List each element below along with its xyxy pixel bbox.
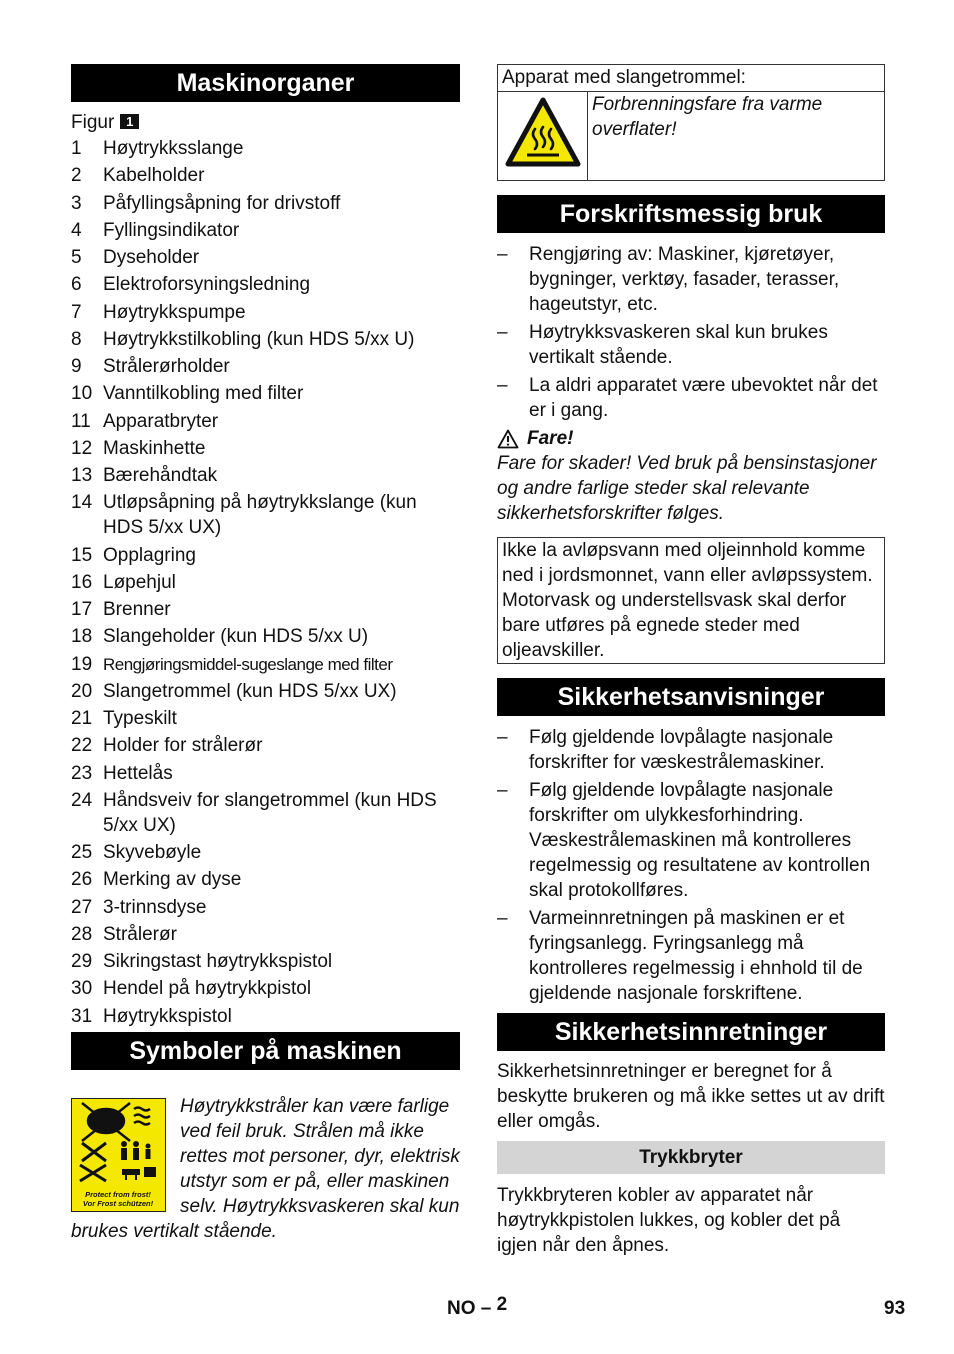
- footer-separator: –: [480, 1298, 492, 1319]
- part-name: Påfyllingsåpning for drivstoff: [103, 192, 341, 214]
- intended-use-item-text: Rengjøring av: Maskiner, kjøretøyer, bygninger, verktøy, fasader, terasser, hageutstyr, etc.: [529, 244, 840, 315]
- part-name: Høytrykkstilkobling (kun HDS 5/xx U): [103, 328, 415, 350]
- safety-instruction-item-text: Følg gjeldende lovpålagte nasjonale forskrifter for væskestrålemaskiner.: [529, 727, 834, 773]
- part-name: Strålerørholder: [103, 356, 230, 377]
- danger-heading: [497, 426, 885, 451]
- parts-list-item: [71, 381, 460, 406]
- parts-list-item: [71, 788, 460, 838]
- parts-list-item: [71, 706, 460, 731]
- part-name: Rengjøringsmiddel-sugeslange med filter: [103, 654, 393, 674]
- heading-sikkerhetsanvisninger: Sikkerhetsanvisninger: [497, 678, 885, 716]
- part-number: 10: [71, 383, 93, 405]
- intended-use-item-text: La aldri apparatet være ubevoktet når det er i gang.: [529, 375, 878, 421]
- parts-list-item: [71, 245, 460, 270]
- part-number: 1: [71, 138, 82, 159]
- heading-forskriftsmessig-bruk: Forskriftsmessig bruk: [497, 195, 885, 233]
- parts-list-item: [71, 679, 460, 704]
- footer-lang-code: NO: [447, 1298, 476, 1319]
- part-number: 4: [71, 219, 82, 241]
- dash-bullet: –: [497, 322, 508, 343]
- part-name: Merking av dyse: [103, 869, 242, 891]
- parts-list-item: [71, 354, 460, 379]
- part-number: 2: [71, 165, 82, 187]
- parts-list-item: [71, 867, 460, 892]
- part-name: Holder for strålerør: [103, 735, 263, 757]
- safety-instruction-item: [497, 725, 885, 775]
- footer-sub-page: 2: [496, 1294, 508, 1315]
- hot-surface-warning-table: [497, 64, 885, 181]
- parts-list-item: [71, 327, 460, 352]
- safety-instruction-item: [497, 778, 885, 903]
- parts-list-item: [71, 490, 460, 540]
- dash-bullet: –: [497, 244, 508, 265]
- part-name: Hendel på høytrykkpistol: [103, 978, 312, 1000]
- high-pressure-warning-sticker-icon: [71, 1098, 166, 1212]
- parts-list-item: [71, 597, 460, 622]
- part-number: 15: [71, 544, 93, 566]
- footer-page-number: 93: [884, 1298, 906, 1319]
- parts-list-item: [71, 272, 460, 297]
- parts-list-item: [71, 652, 460, 677]
- part-number: 3: [71, 192, 82, 214]
- safety-instruction-item-text: Følg gjeldende lovpålagte nasjonale forskrifter om ulykkesforhindring. Væskestrålemaskinen må kontrolleres regelmessig og resultatene av kontrollen skal protokollføres.: [529, 780, 871, 901]
- intended-use-item-text: Høytrykksvaskeren skal kun brukes vertikalt stående.: [529, 322, 828, 368]
- subheading-trykkbryter: Trykkbryter: [497, 1141, 885, 1174]
- left-column: [71, 64, 460, 1244]
- part-name: Typeskilt: [103, 708, 177, 729]
- parts-list-item: [71, 463, 460, 488]
- part-number: 30: [71, 978, 93, 1000]
- figure-label: Figur: [71, 112, 115, 133]
- part-name: Elektroforsyningsledning: [103, 274, 311, 296]
- right-column: [497, 64, 885, 1258]
- parts-list-item: [71, 761, 460, 786]
- dash-bullet: –: [497, 780, 508, 801]
- part-number: 11: [71, 410, 91, 432]
- part-number: 28: [71, 923, 93, 945]
- part-name: Løpehjul: [103, 571, 176, 593]
- part-name: Høytrykkspumpe: [103, 301, 246, 323]
- part-number: 9: [71, 356, 82, 377]
- parts-list-item: [71, 624, 460, 649]
- intended-use-item: [497, 373, 885, 423]
- dash-bullet: –: [497, 727, 508, 748]
- part-name: Håndsveiv for slangetrommel (kun HDS 5/xx UX): [103, 789, 437, 836]
- intended-use-item: [497, 242, 885, 317]
- parts-list: [71, 136, 460, 1029]
- part-name: Utløpsåpning på høytrykkslange (kun HDS 5/xx UX): [103, 492, 417, 539]
- part-name: Opplagring: [103, 544, 196, 566]
- parts-list-item: [71, 300, 460, 325]
- part-name: Fyllingsindikator: [103, 219, 240, 241]
- pressure-switch-text: Trykkbryteren kobler av apparatet når høytrykkpistolen lukkes, og kobler det på igjen når den åpnes.: [497, 1185, 841, 1256]
- dash-bullet: –: [497, 375, 508, 396]
- warning-triangle-icon: [497, 429, 519, 449]
- part-name: Høytrykksslange: [103, 138, 244, 159]
- sticker-text-1: Protect from frost!: [85, 1189, 151, 1199]
- part-name: Skyvebøyle: [103, 842, 202, 863]
- symbol-caption: Høytrykkstråler kan være farlige ved feil bruk. Strålen må ikke rettes mot personer, dyr, elektrisk utstyr som er på, eller maskinen selv. Høytrykksvaskeren skal kun brukes vertikalt stående.: [71, 1095, 460, 1242]
- footer-language: [447, 1296, 507, 1321]
- part-number: 24: [71, 789, 93, 811]
- heading-sikkerhetsinnretninger: Sikkerhetsinnretninger: [497, 1013, 885, 1051]
- parts-list-item: [71, 976, 460, 1001]
- part-number: 26: [71, 869, 93, 891]
- hot-surface-icon-cell: [498, 92, 588, 181]
- part-name: Maskinhette: [103, 437, 206, 459]
- part-name: Hettelås: [103, 762, 173, 784]
- part-name: 3-trinnsdyse: [103, 896, 207, 918]
- parts-list-item: [71, 1004, 460, 1029]
- parts-list-item: [71, 733, 460, 758]
- parts-list-item: [71, 949, 460, 974]
- part-number: 14: [71, 492, 93, 514]
- part-name: Slangeholder (kun HDS 5/xx U): [103, 626, 369, 648]
- parts-list-item: [71, 895, 460, 920]
- intended-use-item: [497, 320, 885, 370]
- figure-reference: [71, 112, 460, 134]
- parts-list-item: [71, 218, 460, 243]
- dash-bullet: –: [497, 908, 508, 929]
- symbol-block: [71, 1094, 460, 1244]
- part-number: 25: [71, 842, 93, 863]
- part-number: 8: [71, 328, 82, 350]
- parts-list-item: [71, 191, 460, 216]
- safety-instructions-list: [497, 725, 885, 1006]
- safety-devices-text: Sikkerhetsinnretninger er beregnet for å beskytte brukeren og må ikke settes ut av drift eller omgås.: [497, 1061, 885, 1132]
- danger-label: Fare!: [527, 428, 574, 449]
- part-number: 7: [71, 301, 82, 323]
- parts-list-item: [71, 543, 460, 568]
- part-number: 19: [71, 653, 93, 675]
- part-number: 29: [71, 951, 93, 972]
- part-name: Apparatbryter: [103, 410, 219, 432]
- environment-notice-box: Ikke la avløpsvann med oljeinnhold komme ned i jordsmonnet, vann eller avløpssystem. Motorvask og understellsvask skal derfor bare utføres på egnede steder med oljeavskiller.: [497, 537, 885, 664]
- parts-list-item: [71, 840, 460, 865]
- part-number: 12: [71, 437, 93, 459]
- part-name: Vanntilkobling med filter: [103, 383, 304, 405]
- danger-text: Fare for skader! Ved bruk på bensinstasjoner og andre farlige steder skal relevante sikkerhetsforskrifter følges.: [497, 453, 877, 524]
- safety-instruction-item-text: Varmeinnretningen på maskinen er et fyringsanlegg. Fyringsanlegg må kontrolleres regelmessig i ehnhold til de gjeldende nasjonale forskriftene.: [529, 908, 863, 1004]
- part-number: 31: [71, 1005, 93, 1027]
- part-number: 13: [71, 465, 93, 486]
- parts-list-item: [71, 136, 460, 161]
- part-name: Slangetrommel (kun HDS 5/xx UX): [103, 680, 397, 702]
- sticker-text-2: Vor Frost schützen!: [82, 1198, 154, 1208]
- part-name: Dyseholder: [103, 247, 200, 268]
- figure-number-box: 1: [120, 114, 139, 129]
- parts-list-item: [71, 922, 460, 947]
- part-number: 23: [71, 762, 93, 784]
- part-number: 18: [71, 626, 93, 648]
- parts-list-item: [71, 436, 460, 461]
- part-name: Strålerør: [103, 923, 177, 945]
- part-number: 21: [71, 708, 93, 729]
- safety-instruction-item: [497, 906, 885, 1006]
- part-name: Høytrykkspistol: [103, 1005, 232, 1027]
- heading-maskinorganer: Maskinorganer: [71, 64, 460, 102]
- parts-list-item: [71, 163, 460, 188]
- intended-use-list: [497, 242, 885, 423]
- hot-surface-warning-text: Forbrenningsfare fra varme overflater!: [588, 92, 885, 181]
- part-number: 22: [71, 735, 93, 757]
- hot-surface-caption: Apparat med slangetrommel:: [498, 65, 885, 92]
- hot-surface-icon: [505, 97, 581, 169]
- part-name: Brenner: [103, 599, 171, 620]
- part-number: 6: [71, 274, 82, 296]
- part-name: Sikringstast høytrykkspistol: [103, 951, 333, 972]
- heading-symboler: Symboler på maskinen: [71, 1032, 460, 1070]
- part-number: 27: [71, 896, 93, 918]
- parts-list-item: [71, 409, 460, 434]
- part-number: 5: [71, 247, 82, 268]
- part-name: Bærehåndtak: [103, 465, 218, 486]
- part-number: 17: [71, 599, 93, 620]
- part-name: Kabelholder: [103, 165, 205, 187]
- parts-list-item: [71, 570, 460, 595]
- part-number: 16: [71, 571, 93, 593]
- part-number: 20: [71, 680, 93, 702]
